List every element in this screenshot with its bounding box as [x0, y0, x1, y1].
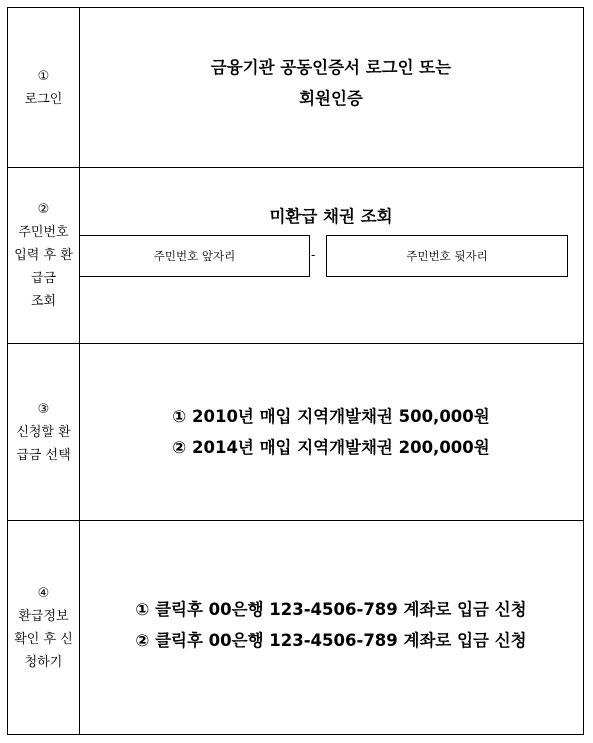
content-cell-login: [79, 8, 583, 167]
process-table: [7, 7, 584, 735]
step-cell-select: [8, 344, 80, 520]
apply-option[interactable]: ② 클릭후 00은행 123-4506-789 계좌로 입금 신청: [135, 631, 527, 650]
content-cell-inquiry: [79, 168, 583, 343]
step-label: 주민번호: [18, 225, 69, 240]
step-label: 급금 선택: [16, 447, 71, 463]
step-number: ②: [37, 202, 50, 217]
content-cell-apply: [79, 521, 583, 734]
id-back-field[interactable]: 주민번호 뒷자리: [326, 235, 568, 277]
row-select: [8, 344, 583, 521]
content-cell-select: [79, 344, 583, 520]
row-inquiry: [8, 168, 583, 344]
step-label: 신청할 환: [16, 424, 71, 440]
step-cell-login: [8, 8, 80, 167]
login-text: 금융기관 공동인증서 로그인 또는: [210, 57, 452, 77]
step-number: ③: [37, 401, 50, 417]
step-cell-apply: [8, 521, 80, 734]
step-label: 조회: [30, 294, 57, 309]
step-label: 로그인: [24, 91, 63, 107]
row-login: [8, 8, 583, 168]
step-cell-inquiry: [8, 168, 80, 343]
step-label: 환급정보: [18, 608, 69, 624]
step-label: 확인 후 신: [14, 631, 73, 647]
refund-option[interactable]: ② 2014년 매입 지역개발채권 200,000원: [172, 438, 490, 457]
step-label: 청하기: [24, 654, 63, 670]
refund-option[interactable]: ① 2010년 매입 지역개발채권 500,000원: [172, 407, 490, 426]
id-separator: -: [311, 248, 316, 262]
step-number: ④: [37, 585, 50, 601]
step-label: 입력 후 환: [14, 248, 73, 263]
login-text: 회원인증: [299, 88, 363, 108]
step-label: 급금: [30, 271, 57, 286]
step-number: ①: [37, 68, 50, 84]
row-apply: [8, 521, 583, 734]
inquiry-title: 미환급 채권 조회: [269, 207, 393, 226]
apply-option[interactable]: ① 클릭후 00은행 123-4506-789 계좌로 입금 신청: [135, 600, 527, 619]
id-front-field[interactable]: 주민번호 앞자리: [79, 235, 310, 277]
